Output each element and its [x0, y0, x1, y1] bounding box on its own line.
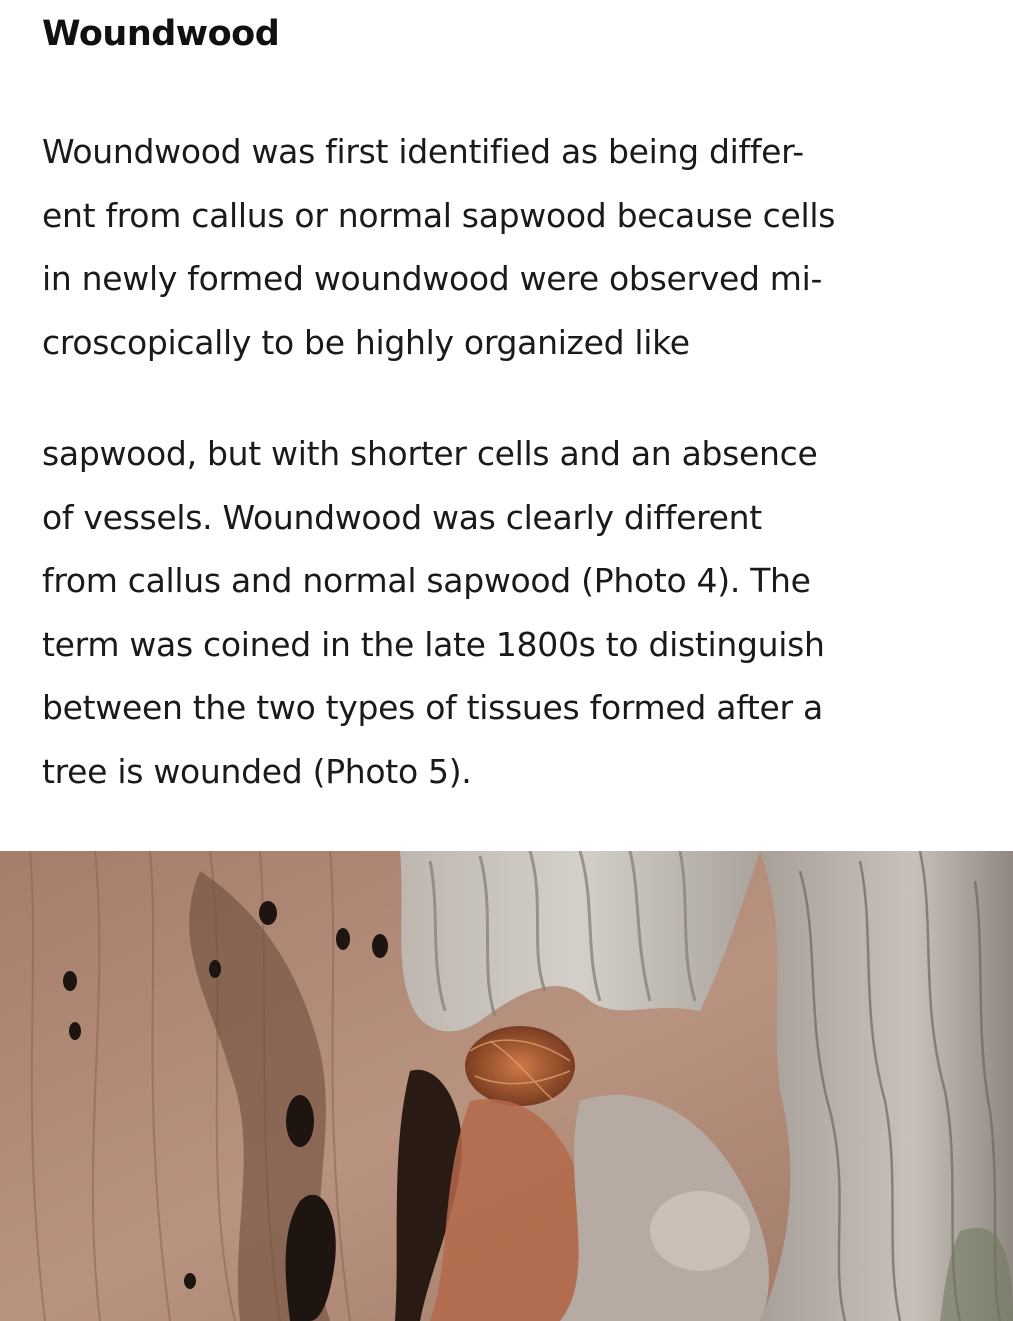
paragraph-2 — [42, 422, 982, 803]
paragraph-line: croscopically to be highly organized like — [42, 322, 690, 362]
paragraph-line: tree is wounded (Photo 5). — [42, 751, 472, 791]
paragraph-line: between the two types of tissues formed after a — [42, 688, 823, 727]
paragraph-line: ent from callus or normal sapwood because cells — [42, 195, 836, 235]
paragraph-line: in newly formed woundwood were observed mi- — [42, 259, 823, 298]
paragraph-line: from callus and normal sapwood (Photo 4). The — [42, 561, 811, 600]
tree-wound-illustration — [0, 851, 1013, 1321]
paragraph-line: sapwood, but with shorter cells and an absence — [42, 434, 818, 473]
paragraph-line: term was coined in the late 1800s to distinguish — [42, 624, 825, 664]
tree-wound-photo — [0, 851, 1013, 1321]
woundwood-highlight — [650, 1191, 750, 1271]
paragraph-line: Woundwood was first identified as being differ- — [42, 132, 804, 171]
paragraph-1 — [42, 120, 982, 374]
paragraph-line: of vessels. Woundwood was clearly different — [42, 497, 762, 537]
section-heading: Woundwood — [42, 14, 280, 54]
